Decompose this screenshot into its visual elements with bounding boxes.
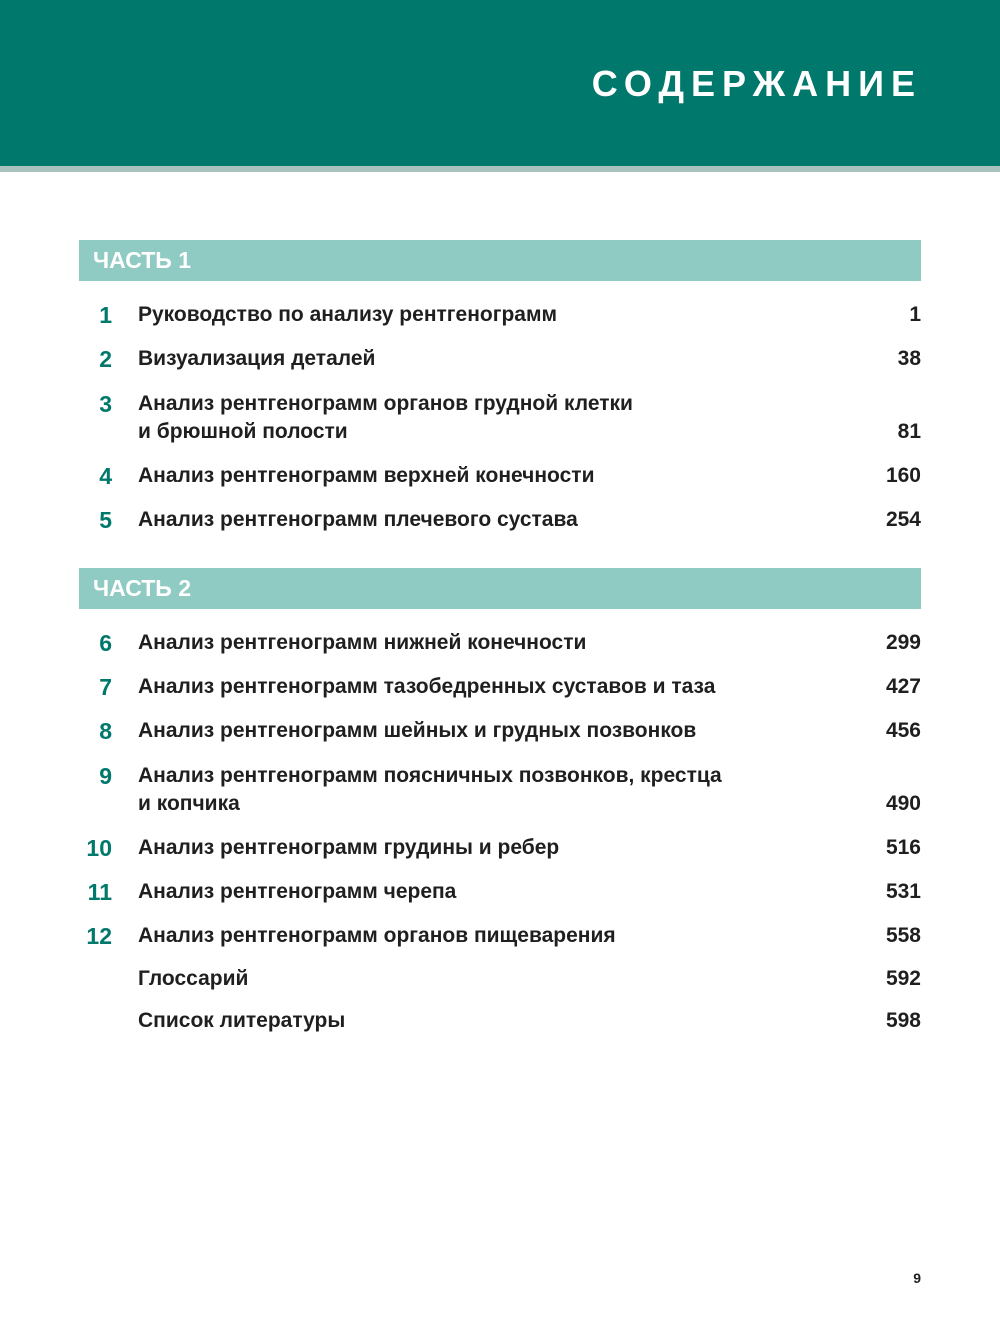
chapter-title: Анализ рентгенограмм нижней конечности: [138, 631, 587, 654]
chapter-number: 1: [99, 302, 112, 328]
page-number: 81: [897, 420, 921, 443]
chapter-number: 3: [99, 391, 112, 417]
chapter-title: Руководство по анализу рентгенограмм: [138, 303, 558, 326]
chapter-title: Анализ рентгенограмм тазобедренных суставов и таза: [138, 675, 716, 698]
page-number: 558: [885, 924, 921, 947]
chapter-title-line-2: и копчика: [138, 792, 240, 815]
chapter-number: 10: [86, 835, 112, 861]
toc-entry-3[interactable]: [79, 390, 921, 446]
part-2-label: ЧАСТЬ 2: [93, 575, 191, 601]
page-number: 531: [885, 880, 921, 903]
toc-entry-4[interactable]: [79, 462, 921, 490]
chapter-title-line-1: Анализ рентгенограмм органов грудной клетки: [138, 392, 633, 415]
chapter-number: 11: [87, 879, 112, 905]
page-number: 427: [885, 675, 921, 698]
chapter-title-line-2: и брюшной полости: [138, 420, 348, 443]
toc-entry-6[interactable]: [79, 629, 921, 657]
chapter-title: Анализ рентгенограмм грудины и ребер: [138, 836, 560, 859]
chapter-number: 7: [99, 674, 112, 700]
page-number: 490: [885, 792, 921, 815]
chapter-title: Список литературы: [138, 1009, 346, 1032]
chapter-number: 2: [99, 346, 112, 372]
part-1-bar: [79, 240, 921, 281]
page-number: 38: [897, 347, 921, 370]
chapter-number: 5: [99, 507, 112, 533]
chapter-title-line-1: Анализ рентгенограмм поясничных позвонков, крестца: [138, 764, 722, 787]
toc-entry-1[interactable]: [79, 301, 921, 329]
header-rule: [0, 166, 1000, 172]
page-number: 592: [885, 967, 921, 990]
chapter-number: 6: [99, 630, 112, 656]
page-number: 456: [885, 719, 921, 742]
toc-entry-5[interactable]: [79, 506, 921, 534]
page-number: 1: [909, 303, 921, 326]
chapter-title: Визуализация деталей: [138, 347, 376, 370]
toc-entry-12[interactable]: [79, 922, 921, 950]
chapter-number: 8: [99, 718, 112, 744]
chapter-number: 4: [99, 463, 112, 489]
page-number: 299: [885, 631, 921, 654]
toc-entry-7[interactable]: [79, 673, 921, 701]
toc-entry-glossary[interactable]: [79, 965, 921, 993]
toc-entry-9[interactable]: [79, 762, 921, 818]
chapter-number: 9: [99, 763, 112, 789]
part-2-bar: [79, 568, 921, 609]
chapter-number: 12: [86, 923, 112, 949]
page-number: 160: [885, 464, 921, 487]
page-number: 254: [885, 508, 921, 531]
chapter-title: Глоссарий: [138, 967, 249, 990]
toc-entry-8[interactable]: [79, 717, 921, 745]
chapter-title: Анализ рентгенограмм верхней конечности: [138, 464, 595, 487]
page-number: 516: [885, 836, 921, 859]
toc-entry-10[interactable]: [79, 834, 921, 862]
chapter-title: Анализ рентгенограмм плечевого сустава: [138, 508, 578, 531]
page-number: 598: [885, 1009, 921, 1032]
chapter-title: Анализ рентгенограмм шейных и грудных позвонков: [138, 719, 697, 742]
chapter-title: Анализ рентгенограмм органов пищеварения: [138, 924, 616, 947]
page-title: СОДЕРЖАНИЕ: [591, 63, 922, 104]
folio-page-number: 9: [913, 1270, 921, 1286]
toc-entry-11[interactable]: [79, 878, 921, 906]
chapter-title: Анализ рентгенограмм черепа: [138, 880, 457, 903]
toc-entry-bibliography[interactable]: [79, 1007, 921, 1035]
toc-entry-2[interactable]: [79, 345, 921, 373]
part-1-label: ЧАСТЬ 1: [93, 247, 191, 273]
